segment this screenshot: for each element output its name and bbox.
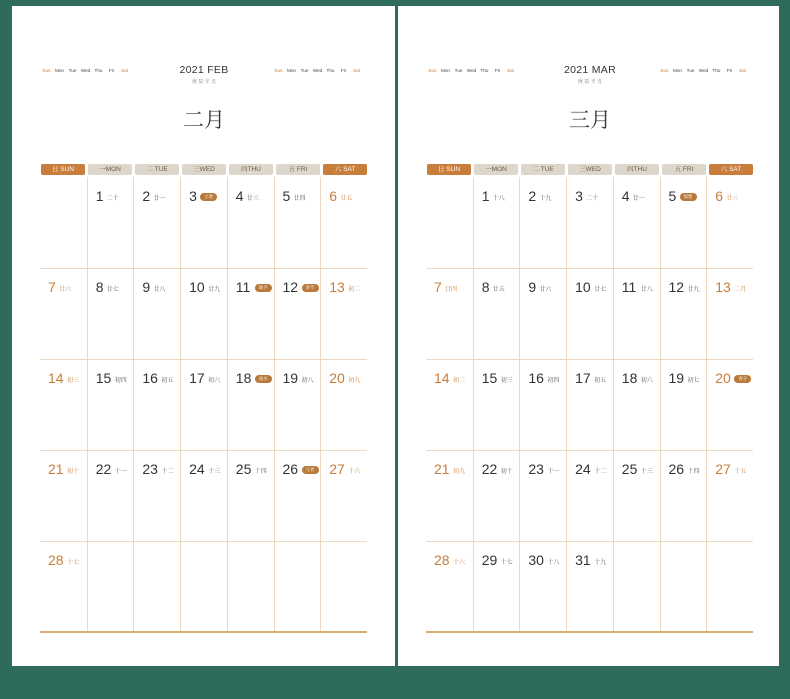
day-number: 16 xyxy=(142,370,158,386)
day-cell xyxy=(320,177,367,268)
bottom-rule xyxy=(426,631,753,633)
day-cell xyxy=(133,359,180,450)
mini-week-row xyxy=(272,124,364,136)
day-cell xyxy=(660,541,707,632)
day-cell xyxy=(87,359,134,450)
day-cell xyxy=(660,177,707,268)
day-cell xyxy=(613,541,660,632)
day-number: 26 xyxy=(282,461,299,477)
month-title xyxy=(550,64,630,85)
mini-weekday: Sat xyxy=(507,67,514,73)
mini-week-row xyxy=(426,100,518,112)
lunar-date: 初十 xyxy=(500,469,513,475)
calendar-page-feb xyxy=(12,6,395,666)
day-cell xyxy=(274,541,321,632)
mini-week-row xyxy=(40,76,132,88)
lunar-date: 初八 xyxy=(301,378,314,384)
mini-weekday: Sun xyxy=(42,67,51,73)
mini-weekday: Wed xyxy=(312,67,323,73)
lunar-date: 廿九 xyxy=(687,287,700,293)
day-cell xyxy=(519,177,566,268)
weekday-wed: 三WED xyxy=(182,164,226,175)
lunar-date: 十一 xyxy=(547,469,560,475)
festival-badge: 惊蛰 xyxy=(680,193,697,201)
day-cell xyxy=(473,268,520,359)
day-cell xyxy=(320,541,367,632)
lunar-date: 廿一 xyxy=(153,196,166,202)
day-number: 24 xyxy=(575,461,591,477)
day-cell xyxy=(320,450,367,541)
day-number: 19 xyxy=(282,370,299,386)
mini-days-left xyxy=(426,76,518,148)
mini-weekday: Tue xyxy=(454,67,463,73)
bottom-rule xyxy=(40,631,367,633)
chinese-month: 二月 xyxy=(183,108,225,132)
mini-week-row xyxy=(40,136,132,148)
day-cell xyxy=(227,268,274,359)
month-grid xyxy=(40,177,367,633)
mini-weekday: Wed xyxy=(698,67,709,73)
day-number: 18 xyxy=(621,370,638,386)
mini-weekday: Sat xyxy=(739,67,746,73)
mini-weekday: Sat xyxy=(121,67,128,73)
mini-days-right xyxy=(658,76,750,148)
day-number: 2 xyxy=(528,188,537,204)
row-divider xyxy=(40,359,367,360)
mini-week-row xyxy=(426,88,518,100)
day-number: 21 xyxy=(434,461,450,477)
mini-weekday: Sun xyxy=(274,67,283,73)
weekday-tue: 二 TUE xyxy=(521,164,565,175)
month-title-main: 2021 FEB xyxy=(179,64,229,76)
day-cell xyxy=(227,541,274,632)
mini-weekday: Fri xyxy=(726,67,733,73)
day-number: 9 xyxy=(528,279,537,295)
day-cell xyxy=(87,541,134,632)
weekday-mon: 一MON xyxy=(88,164,132,175)
day-number: 8 xyxy=(95,279,104,295)
mini-week-row xyxy=(658,136,750,148)
mini-weekday: Mon xyxy=(673,67,682,73)
day-number: 13 xyxy=(715,279,731,295)
mini-weekday: Tue xyxy=(68,67,77,73)
lunar-date: 初二 xyxy=(348,287,361,293)
mini-weekday-row xyxy=(40,64,132,76)
day-number: 28 xyxy=(48,552,64,568)
day-cell xyxy=(473,177,520,268)
weekday-bar xyxy=(427,164,756,175)
mini-week-row xyxy=(658,112,750,124)
day-number: 9 xyxy=(142,279,151,295)
mini-weekday-row xyxy=(426,64,518,76)
day-cell xyxy=(519,541,566,632)
mini-week-row xyxy=(272,76,364,88)
day-cell xyxy=(227,359,274,450)
day-number: 10 xyxy=(575,279,591,295)
weekday-sun: 日 SUN xyxy=(41,164,85,175)
day-number: 1 xyxy=(481,188,490,204)
mini-weekday: Thu xyxy=(712,67,721,73)
day-cell xyxy=(274,450,321,541)
row-divider xyxy=(426,541,753,542)
row-divider xyxy=(426,359,753,360)
calendar-page-mar xyxy=(398,6,779,666)
day-cell xyxy=(40,450,87,541)
row-divider xyxy=(426,268,753,269)
day-number: 13 xyxy=(329,279,345,295)
mini-calendar-right xyxy=(658,64,750,148)
lunar-date: 廿五 xyxy=(492,287,505,293)
mini-week-row xyxy=(272,112,364,124)
lunar-date: 初六 xyxy=(640,378,653,384)
lunar-date: 十六 xyxy=(348,469,361,475)
day-number: 25 xyxy=(235,461,252,477)
day-number: 5 xyxy=(668,188,677,204)
day-cell xyxy=(320,359,367,450)
day-number: 26 xyxy=(668,461,685,477)
festival-badge: 立春 xyxy=(200,193,217,201)
mini-calendar-left xyxy=(426,64,518,148)
day-cell xyxy=(660,268,707,359)
mini-calendar-left xyxy=(40,64,132,148)
day-cell xyxy=(706,450,753,541)
lunar-date: 初五 xyxy=(594,378,607,384)
lunar-date: 初九 xyxy=(348,378,361,384)
row-divider xyxy=(40,541,367,542)
day-cell xyxy=(40,177,87,268)
day-cell xyxy=(613,450,660,541)
lunar-date: 十二 xyxy=(594,469,607,475)
day-cell xyxy=(180,541,227,632)
row-divider xyxy=(40,268,367,269)
day-number: 16 xyxy=(528,370,544,386)
month-title-main: 2021 MAR xyxy=(563,64,616,76)
day-number: 28 xyxy=(434,552,450,568)
day-number: 27 xyxy=(329,461,345,477)
lunar-date: 初二 xyxy=(453,378,466,384)
weekday-sat: 六 SAT xyxy=(709,164,753,175)
day-cell xyxy=(426,268,473,359)
day-cell xyxy=(566,359,613,450)
mini-weekday: Mon xyxy=(55,67,64,73)
day-cell xyxy=(180,450,227,541)
day-number: 22 xyxy=(481,461,498,477)
day-number: 3 xyxy=(189,188,197,204)
lunar-date: 初六 xyxy=(208,378,221,384)
chinese-month: 三月 xyxy=(569,108,611,132)
day-number: 2 xyxy=(142,188,151,204)
day-number: 8 xyxy=(481,279,490,295)
day-number: 11 xyxy=(235,279,251,295)
weekday-thu: 四THU xyxy=(229,164,273,175)
lunar-date: 十五 xyxy=(734,469,747,475)
lunar-date: 十九 xyxy=(594,560,607,566)
day-number: 1 xyxy=(95,188,104,204)
day-number: 4 xyxy=(235,188,244,204)
day-cell xyxy=(566,450,613,541)
lunar-date: 二十 xyxy=(106,196,119,202)
day-cell xyxy=(706,268,753,359)
day-number: 21 xyxy=(48,461,64,477)
weekday-thu: 四THU xyxy=(615,164,659,175)
lunar-date: 廿七 xyxy=(106,287,119,293)
day-number: 12 xyxy=(282,279,299,295)
lunar-date: 十八 xyxy=(492,196,505,202)
day-cell xyxy=(180,268,227,359)
day-number: 15 xyxy=(95,370,112,386)
mini-week-row xyxy=(40,112,132,124)
lunar-date: 二十 xyxy=(586,196,599,202)
mini-weekday: Tue xyxy=(686,67,695,73)
mini-week-row xyxy=(272,100,364,112)
day-cell xyxy=(87,450,134,541)
day-number: 18 xyxy=(235,370,252,386)
lunar-date: 初十 xyxy=(67,469,80,475)
mini-weekday: Mon xyxy=(441,67,450,73)
lunar-date: 廿三 xyxy=(726,196,739,202)
lunar-date: 初七 xyxy=(687,378,700,384)
lunar-date: 廿九 xyxy=(208,287,221,293)
mini-weekday: Wed xyxy=(466,67,477,73)
day-cell xyxy=(227,177,274,268)
day-number: 29 xyxy=(481,552,498,568)
weekday-tue: 二 TUE xyxy=(135,164,179,175)
lunar-date: 初三 xyxy=(67,378,80,384)
mini-week-row xyxy=(658,100,750,112)
day-cell xyxy=(133,450,180,541)
day-cell xyxy=(613,268,660,359)
lunar-date: 廿四 xyxy=(445,287,458,293)
mini-week-row xyxy=(40,100,132,112)
mini-weekday: Thu xyxy=(480,67,489,73)
day-number: 6 xyxy=(329,188,337,204)
lunar-date: 廿七 xyxy=(594,287,607,293)
mini-week-row xyxy=(272,88,364,100)
mini-week-row xyxy=(426,124,518,136)
weekday-sun: 日 SUN xyxy=(427,164,471,175)
day-cell xyxy=(40,359,87,450)
weekday-sat: 六 SAT xyxy=(323,164,367,175)
mini-week-row xyxy=(426,76,518,88)
day-number: 3 xyxy=(575,188,583,204)
day-number: 19 xyxy=(668,370,685,386)
day-number: 17 xyxy=(575,370,591,386)
day-number: 7 xyxy=(48,279,56,295)
day-cell xyxy=(426,177,473,268)
weekday-bar xyxy=(41,164,370,175)
day-cell xyxy=(274,268,321,359)
lunar-date: 廿四 xyxy=(293,196,306,202)
mini-week-row xyxy=(658,124,750,136)
day-number: 6 xyxy=(715,188,723,204)
lunar-date: 初九 xyxy=(453,469,466,475)
day-cell xyxy=(87,268,134,359)
day-cell xyxy=(706,359,753,450)
lunar-date: 十八 xyxy=(547,560,560,566)
lunar-date: 十二 xyxy=(161,469,174,475)
day-number: 10 xyxy=(189,279,205,295)
month-title-sub: 庚 辰 辛 丑 xyxy=(191,79,217,85)
weekday-wed: 三WED xyxy=(568,164,612,175)
mini-days-right xyxy=(272,76,364,148)
day-number: 20 xyxy=(329,370,345,386)
weekday-mon: 一MON xyxy=(474,164,518,175)
lunar-date: 十七 xyxy=(500,560,513,566)
day-number: 25 xyxy=(621,461,638,477)
day-cell xyxy=(274,177,321,268)
lunar-date: 初三 xyxy=(500,378,513,384)
mini-week-row xyxy=(426,112,518,124)
lunar-date: 初四 xyxy=(114,378,127,384)
day-number: 27 xyxy=(715,461,731,477)
day-number: 7 xyxy=(434,279,442,295)
mini-weekday-row xyxy=(658,64,750,76)
day-number: 20 xyxy=(715,370,731,386)
mini-weekday: Sun xyxy=(660,67,669,73)
day-cell xyxy=(133,541,180,632)
day-cell xyxy=(473,450,520,541)
day-number: 11 xyxy=(621,279,637,295)
mini-weekday: Thu xyxy=(326,67,335,73)
lunar-date: 二月 xyxy=(734,287,747,293)
mini-weekday: Thu xyxy=(94,67,103,73)
day-cell xyxy=(40,541,87,632)
mini-week-row xyxy=(40,124,132,136)
festival-badge: 雨水 xyxy=(255,375,272,383)
mini-weekday-row xyxy=(272,64,364,76)
day-cell xyxy=(227,450,274,541)
day-number: 14 xyxy=(48,370,64,386)
lunar-date: 十四 xyxy=(254,469,267,475)
day-number: 31 xyxy=(575,552,591,568)
lunar-date: 廿五 xyxy=(340,196,353,202)
day-cell xyxy=(706,177,753,268)
lunar-date: 十六 xyxy=(453,560,466,566)
lunar-date: 廿八 xyxy=(153,287,166,293)
festival-badge: 春分 xyxy=(734,375,751,383)
day-cell xyxy=(566,541,613,632)
mini-weekday: Wed xyxy=(80,67,91,73)
month-title-sub: 庚 辰 辛 丑 xyxy=(577,79,603,85)
day-cell xyxy=(519,359,566,450)
day-number: 24 xyxy=(189,461,205,477)
day-cell xyxy=(180,177,227,268)
weekday-fri: 五 FRI xyxy=(662,164,706,175)
mini-week-row xyxy=(272,136,364,148)
mini-calendar-right xyxy=(272,64,364,148)
festival-badge: 除夕 xyxy=(255,284,272,292)
day-number: 4 xyxy=(621,188,630,204)
row-divider xyxy=(426,450,753,451)
festival-badge: 春节 xyxy=(302,284,319,292)
lunar-date: 十三 xyxy=(640,469,653,475)
day-cell xyxy=(660,450,707,541)
mini-days-left xyxy=(40,76,132,148)
lunar-date: 十九 xyxy=(539,196,552,202)
mini-weekday: Fri xyxy=(108,67,115,73)
day-cell xyxy=(566,177,613,268)
lunar-date: 初四 xyxy=(547,378,560,384)
lunar-date: 十一 xyxy=(114,469,127,475)
day-cell xyxy=(473,541,520,632)
lunar-date: 十七 xyxy=(67,560,80,566)
day-cell xyxy=(566,268,613,359)
lunar-date: 十四 xyxy=(687,469,700,475)
day-cell xyxy=(519,268,566,359)
lunar-date: 廿八 xyxy=(640,287,653,293)
day-cell xyxy=(426,541,473,632)
mini-weekday: Fri xyxy=(340,67,347,73)
lunar-date: 十三 xyxy=(208,469,221,475)
mini-weekday: Fri xyxy=(494,67,501,73)
day-number: 23 xyxy=(142,461,158,477)
lunar-date: 廿六 xyxy=(59,287,72,293)
day-cell xyxy=(706,541,753,632)
mini-week-row xyxy=(40,88,132,100)
festival-badge: 元宵 xyxy=(302,466,319,474)
weekday-fri: 五 FRI xyxy=(276,164,320,175)
lunar-date: 初五 xyxy=(161,378,174,384)
day-number: 12 xyxy=(668,279,685,295)
day-cell xyxy=(133,177,180,268)
day-number: 17 xyxy=(189,370,205,386)
day-cell xyxy=(274,359,321,450)
day-cell xyxy=(613,177,660,268)
mini-weekday: Tue xyxy=(300,67,309,73)
day-number: 14 xyxy=(434,370,450,386)
day-number: 30 xyxy=(528,552,544,568)
day-cell xyxy=(133,268,180,359)
day-number: 15 xyxy=(481,370,498,386)
day-cell xyxy=(320,268,367,359)
day-cell xyxy=(426,359,473,450)
mini-week-row xyxy=(658,76,750,88)
mini-week-row xyxy=(658,88,750,100)
month-title xyxy=(164,64,244,85)
day-cell xyxy=(40,268,87,359)
day-number: 5 xyxy=(282,188,291,204)
day-number: 22 xyxy=(95,461,112,477)
day-cell xyxy=(426,450,473,541)
mini-week-row xyxy=(426,136,518,148)
day-cell xyxy=(473,359,520,450)
mini-weekday: Sun xyxy=(428,67,437,73)
day-cell xyxy=(180,359,227,450)
row-divider xyxy=(40,450,367,451)
lunar-date: 廿三 xyxy=(246,196,259,202)
month-grid xyxy=(426,177,753,633)
day-cell xyxy=(660,359,707,450)
day-cell xyxy=(519,450,566,541)
day-number: 23 xyxy=(528,461,544,477)
lunar-date: 廿六 xyxy=(539,287,552,293)
lunar-date: 廿一 xyxy=(632,196,645,202)
day-cell xyxy=(613,359,660,450)
mini-weekday: Mon xyxy=(287,67,296,73)
day-cell xyxy=(87,177,134,268)
mini-weekday: Sat xyxy=(353,67,360,73)
